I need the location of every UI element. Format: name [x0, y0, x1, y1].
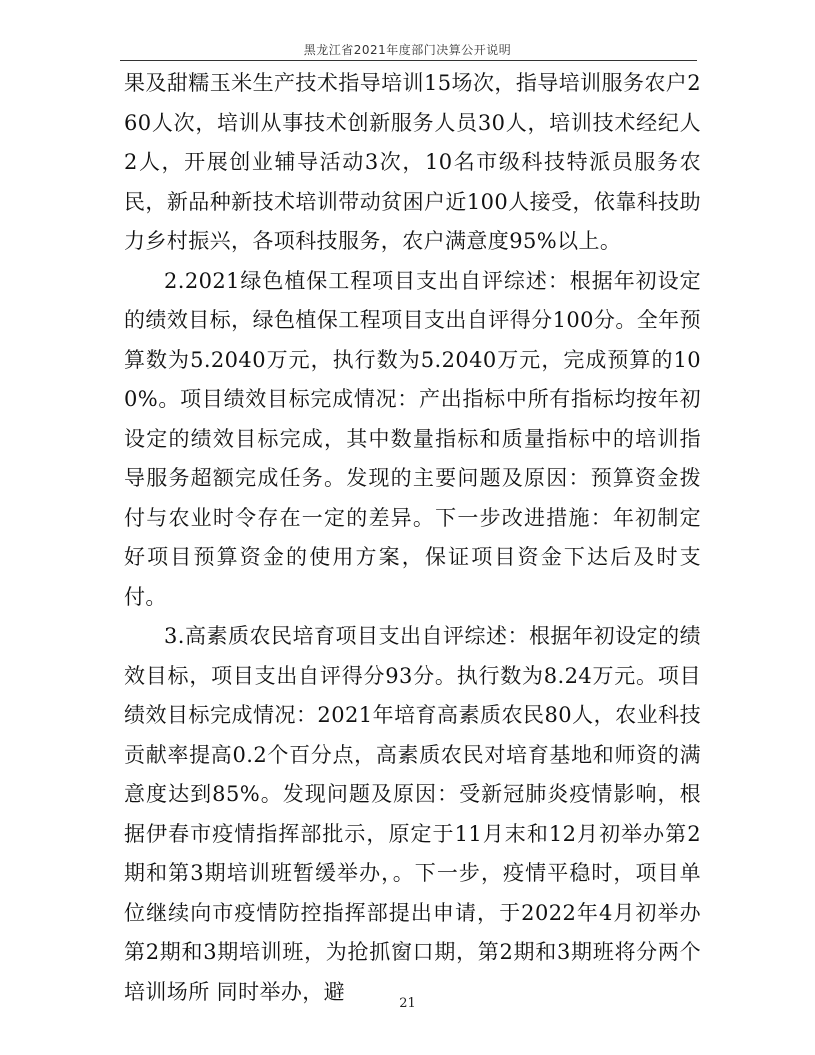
paragraph-high-quality-farmers: 3.高素质农民培育项目支出自评综述：根据年初设定的绩效目标，项目支出自评得分93分。执行数为8.24万元。项目绩效目标完成情况：2021年培育高素质农民80人，农业科技贡献率提高0.2个百分点，高素质农民对培育基地和师资的满意度达到85%。发现问题及原因：受新冠肺炎疫情影响，根据伊春市疫情指挥部批示，原定于11月末和12月初举办第2期和第3期培训班暂缓举办，。下一步，疫情平稳时，项目单位继续向市疫情防控指挥部提出申请，于2022年4月初举办第2期和3期培训班，为抢抓窗口期，第2期和3期班将分两个培训场所 同时举办，避 — [124, 624, 701, 1004]
page-number: 21 — [399, 996, 416, 1011]
header-divider — [120, 60, 697, 61]
paragraph-green-plant-protection: 2.2021绿色植保工程项目支出自评综述：根据年初设定的绩效目标，绿色植保工程项目支出自评得分100分。全年预算数为5.2040万元，执行数为5.2040万元，完成预算的100%。项目绩效目标完成情况：产出指标中所有指标均按年初设定的绩效目标完成，其中数量指标和质量指标中的培训指导服务超额完成任务。发现的主要问题及原因：预算资金拨付与农业时令存在一定的差异。下一步改进措施：年初制定好项目预算资金的使用方案，保证项目资金下达后及时支付。 — [124, 268, 701, 609]
paragraph-continuation: 果及甜糯玉米生产技术指导培训15场次，指导培训服务农户260人次，培训从事技术创新服务人员30人，培训技术经纪人2人，开展创业辅导活动3次，10名市级科技特派员服务农民，新品种新技术培训带动贫困户近100人接受，依靠科技助力乡村振兴，各项科技服务，农户满意度95%以上。 — [124, 71, 701, 253]
document-body — [124, 64, 701, 1012]
page-header: 黑龙江省2021年度部门决算公开说明 — [303, 43, 512, 57]
